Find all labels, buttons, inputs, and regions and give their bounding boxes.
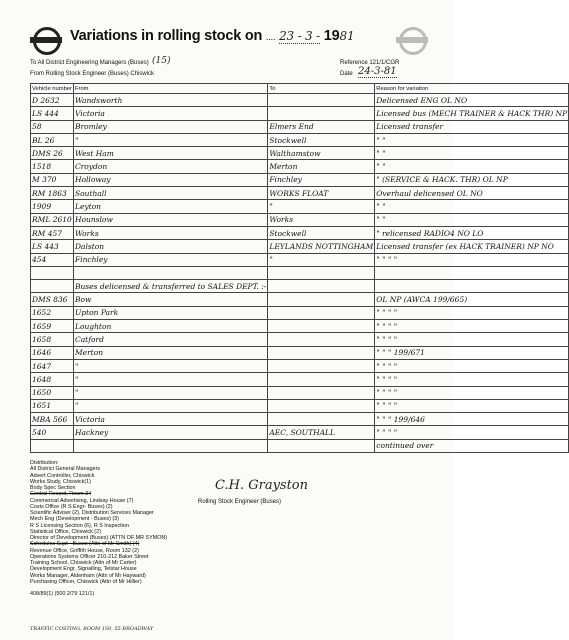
table-row [31, 147, 569, 160]
cell-from: Wandsworth [73, 94, 267, 107]
cell-reason: Overhaul delicensed OL NO [375, 187, 569, 200]
cell-reason: " " " " [375, 306, 569, 319]
reference: Reference 121/1/CGR [340, 60, 400, 66]
table-row [31, 439, 569, 452]
date-label: Date [340, 71, 353, 77]
cell-to [268, 399, 375, 412]
cell-reason: " " " 199/671 [375, 346, 569, 359]
cell-vehicle: 454 [31, 253, 74, 266]
cell-vehicle [31, 266, 74, 279]
cell-to [268, 359, 375, 372]
cell-to [268, 346, 375, 359]
cell-from: Bromley [73, 120, 267, 133]
cell-vehicle: M 370 [31, 173, 74, 186]
cell-vehicle: 1659 [31, 320, 74, 333]
table-row [31, 94, 569, 107]
cell-reason: " " " " [375, 333, 569, 346]
cell-to: " [268, 253, 375, 266]
cell-to [268, 293, 375, 306]
distribution-line: Commercial Advertising, Lindsay House (7) [30, 497, 134, 504]
cell-reason: " " [375, 200, 569, 213]
cell-from: Merton [73, 346, 267, 359]
column-header: From [73, 84, 267, 94]
table-row [31, 293, 569, 306]
cell-from: Dalston [73, 240, 267, 253]
distribution-line: Schedules Supt - Buses (Attn of Mr Smith) (4) [30, 541, 140, 548]
cell-vehicle: 540 [31, 426, 74, 439]
cell-to: AEC, SOUTHALL [268, 426, 375, 439]
table-row [31, 399, 569, 412]
cell-reason [375, 280, 569, 293]
cell-reason: " " [375, 133, 569, 146]
table-row [31, 173, 569, 186]
distribution-line: Mech Eng (Development - Buses) (3) [30, 516, 119, 523]
cell-to [268, 107, 375, 120]
cell-vehicle: 1648 [31, 373, 74, 386]
table-row [31, 386, 569, 399]
distribution-line: Advert Controller, Chiswick [30, 472, 95, 479]
table-row [31, 133, 569, 146]
table-row [31, 333, 569, 346]
cell-vehicle: 1651 [31, 399, 74, 412]
cell-reason: " " " " [375, 426, 569, 439]
distribution-line: Body Spec Section [30, 485, 76, 491]
cell-vehicle [31, 439, 74, 452]
distribution-line: Distribution: [30, 460, 59, 466]
cell-to: Stockwell [268, 226, 375, 239]
cell-from: Finchley [73, 253, 267, 266]
cell-to [268, 439, 375, 452]
table-row [31, 107, 569, 120]
cell-vehicle: MBA 566 [31, 413, 74, 426]
table-row [31, 426, 569, 439]
cell-to: " [268, 200, 375, 213]
cell-from: West Ham [73, 147, 267, 160]
cell-from: Bow [73, 293, 267, 306]
cell-to: Merton [268, 160, 375, 173]
distribution-line: Revenue Office, Griffith House, Room 132 (2) [30, 547, 139, 554]
cell-reason: " " " " [375, 253, 569, 266]
column-header: Vehicle number [32, 85, 72, 92]
table-row [31, 306, 569, 319]
year-handwritten: 81 [339, 29, 355, 43]
cell-from: Southall [73, 187, 267, 200]
cell-from [73, 266, 267, 279]
variations-table [30, 83, 569, 453]
cell-vehicle: 58 [31, 120, 74, 133]
cell-reason: " " " " [375, 320, 569, 333]
distribution-line: R S Licensing Section (6), R S Inspection [30, 522, 129, 529]
cell-to: Works [268, 213, 375, 226]
table-row [31, 413, 569, 426]
distribution-line: Development Engr, Signalling, Telstar House [30, 566, 137, 573]
cell-vehicle: 1652 [31, 306, 74, 319]
date-handwritten: 23 - 3 - [279, 29, 320, 43]
cell-to [268, 306, 375, 319]
cell-vehicle: LS 443 [31, 240, 74, 253]
cell-reason: " (SERVICE & HACK. THR) OL NP [375, 173, 569, 186]
distribution-line: Central Record, Room 34 [30, 491, 92, 498]
cell-from: Victoria [73, 107, 267, 120]
cell-vehicle: 1646 [31, 346, 74, 359]
cell-reason: " " " " [375, 399, 569, 412]
cell-vehicle: DMS 26 [31, 147, 74, 160]
distribution-line: Scientific Adviser (2), Distribution Services Manager [30, 510, 154, 516]
roundel-logo-right [396, 24, 428, 56]
cell-to [268, 94, 375, 107]
form-title [70, 28, 354, 44]
cell-from: " [73, 386, 267, 399]
distribution-line: Director of Development (Buses) (ATTN OF MR SYMON) [30, 535, 168, 541]
table-row [31, 266, 569, 279]
cell-vehicle: 1909 [31, 200, 74, 213]
cell-to [268, 333, 375, 346]
cell-reason: " " " " [375, 373, 569, 386]
cell-from: Holloway [73, 173, 267, 186]
table-row [31, 187, 569, 200]
cell-from: Hounslow [73, 213, 267, 226]
cell-to [268, 386, 375, 399]
distribution-line: Purchasing Officer, Chiswick (Attn of Mr Hillier) [30, 578, 142, 585]
table-row [31, 373, 569, 386]
cell-from: " [73, 133, 267, 146]
table-row [31, 240, 569, 253]
cell-vehicle [31, 280, 74, 293]
distribution-line: Costs Office (R S Engr- Buses) (2) [30, 503, 113, 510]
cell-reason: " " [375, 147, 569, 160]
cell-from: Hackney [73, 426, 267, 439]
distribution-list [30, 460, 167, 597]
cell-reason: " " " 199/646 [375, 413, 569, 426]
cell-vehicle: D 2632 [31, 94, 74, 107]
cell-vehicle: RML 2610 [31, 213, 74, 226]
cell-vehicle: DMS 836 [31, 293, 74, 306]
cell-to: Finchley [268, 173, 375, 186]
cell-from: Loughton [73, 320, 267, 333]
table-row [31, 280, 569, 293]
cell-from: " [73, 359, 267, 372]
cell-reason: OL NP (AWCA 199/665) [375, 293, 569, 306]
cell-reason: " " " " [375, 386, 569, 399]
cell-to [268, 266, 375, 279]
to-line: To All District Engineering Managers (Buses) [30, 60, 149, 66]
date-dots: .... [266, 32, 276, 42]
cell-vehicle: BL 26 [31, 133, 74, 146]
distribution-line: Works Study, Chiswick(1) [30, 478, 91, 485]
table-header-row [31, 84, 569, 94]
cell-from: " [73, 399, 267, 412]
cell-reason: Licensed transfer [375, 120, 569, 133]
cell-vehicle: 1518 [31, 160, 74, 173]
cell-to: LEYLANDS NOTTINGHAM [268, 240, 375, 253]
year-prefix: 19 [323, 28, 340, 44]
title-prefix: Variations in rolling stock on [70, 28, 263, 44]
cell-reason: Delicensed ENG OL NO [375, 94, 569, 107]
table-row [31, 120, 569, 133]
cell-vehicle: RM 457 [31, 226, 74, 239]
issue-number: (15) [152, 56, 171, 66]
cell-from: " [73, 373, 267, 386]
cell-reason: " relicensed RADIO4 NO LO [375, 226, 569, 239]
table-row [31, 253, 569, 266]
table-row [31, 200, 569, 213]
cell-from: Catford [73, 333, 267, 346]
cell-from: Leyton [73, 200, 267, 213]
table-row [31, 320, 569, 333]
table-row [31, 359, 569, 372]
table-row [31, 346, 569, 359]
cell-from: Victoria [73, 413, 267, 426]
column-header: Reason for variation [375, 84, 569, 94]
cell-from: Works [73, 226, 267, 239]
cell-from: Buses delicensed & transferred to SALES DEPT. :- [73, 280, 267, 293]
distribution-line: Operations Systems Officer 210-212 Baker Street [30, 553, 149, 560]
cell-from: Croydon [73, 160, 267, 173]
distribution-line: Training School, Chiswick (Attn of Mr Carter) [30, 560, 137, 566]
date-value: 24-3-81 [358, 66, 397, 77]
cell-to: Elmers End [268, 120, 375, 133]
cell-to [268, 413, 375, 426]
cell-vehicle: LS 444 [31, 107, 74, 120]
cell-to: WORKS FLOAT [268, 187, 375, 200]
cell-reason: " " [375, 213, 569, 226]
cell-vehicle: RM 1863 [31, 187, 74, 200]
signatory: Rolling Stock Engineer (Buses) [198, 499, 282, 505]
distribution-line: 408/89(1) (500 2/79 121/1) [30, 591, 95, 597]
cell-vehicle: 1647 [31, 359, 74, 372]
table-row [31, 160, 569, 173]
cell-from [73, 439, 267, 452]
distribution-line: Statistical Office, Chiswick (2) [30, 528, 101, 535]
cell-reason: continued over [375, 439, 569, 452]
column-header: To [268, 84, 375, 94]
cell-to [268, 280, 375, 293]
cell-vehicle: 1650 [31, 386, 74, 399]
cell-to [268, 373, 375, 386]
distribution-line: Works Manager, Aldenham (Attn of Mr Hayward) [30, 572, 146, 579]
cell-reason: " " [375, 160, 569, 173]
cell-reason: " " " " [375, 359, 569, 372]
cell-to: Stockwell [268, 133, 375, 146]
cell-to [268, 320, 375, 333]
distribution-line: All District General Managers [30, 466, 101, 473]
signature: C.H. Grayston [215, 478, 309, 493]
table-row [31, 213, 569, 226]
cell-reason: Licensed transfer (ex HACK TRAINER) NP NO [375, 240, 569, 253]
cell-from: Upton Park [73, 306, 267, 319]
cell-to: Walthamstow [268, 147, 375, 160]
cell-reason [375, 266, 569, 279]
from-line: From Rolling Stock Engineer (Buses) Chiswick [30, 71, 155, 77]
table-row [31, 226, 569, 239]
cell-reason: Licensed bus (MECH TRAINER & HACK THR) NP [375, 107, 569, 120]
footnote: TRAFFIC COSTING, ROOM 150, 55 BROADWAY [30, 626, 154, 632]
cell-vehicle: 1658 [31, 333, 74, 346]
roundel-logo-left [30, 24, 62, 56]
